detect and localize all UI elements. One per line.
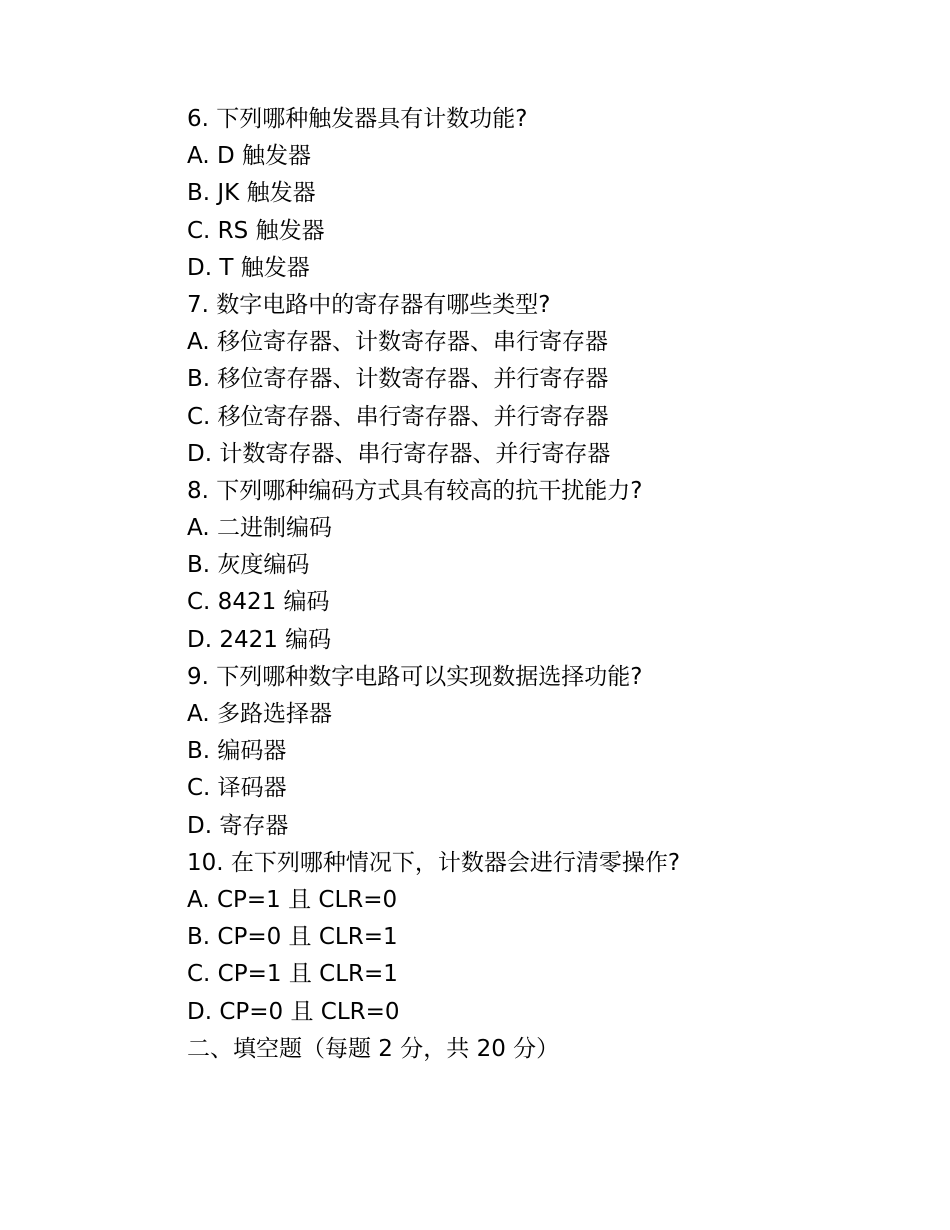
question-9-option-b: B. 编码器 xyxy=(187,738,287,765)
question-6-option-a: A. D 触发器 xyxy=(187,143,311,170)
question-9-option-d: D. 寄存器 xyxy=(187,812,289,839)
question-8-option-b: B. 灰度编码 xyxy=(187,552,310,579)
question-9-option-a: A. 多路选择器 xyxy=(187,701,332,727)
question-10-option-b: B. CP=0 且 CLR=1 xyxy=(187,924,398,951)
question-8-option-d: D. 2421 编码 xyxy=(187,626,332,653)
question-6-prompt: 6. 下列哪种触发器具有计数功能? xyxy=(187,106,528,132)
question-6-option-c: C. RS 触发器 xyxy=(187,217,325,244)
question-9-option-c: C. 译码器 xyxy=(187,775,287,802)
question-7-option-b: B. 移位寄存器、计数寄存器、并行寄存器 xyxy=(187,366,609,393)
question-7-option-a: A. 移位寄存器、计数寄存器、串行寄存器 xyxy=(187,329,608,356)
question-10-option-d: D. CP=0 且 CLR=0 xyxy=(187,998,400,1025)
question-8-option-a: A. 二进制编码 xyxy=(187,515,332,542)
question-7-prompt: 7. 数字电路中的寄存器有哪些类型? xyxy=(187,291,551,318)
question-9-prompt: 9. 下列哪种数字电路可以实现数据选择功能? xyxy=(187,663,643,690)
question-10-option-c: C. CP=1 且 CLR=1 xyxy=(187,961,398,988)
section-heading: 二、填空题（每题 2 分，共 20 分） xyxy=(187,1035,560,1062)
question-6-option-b: B. JK 触发器 xyxy=(187,180,316,207)
question-10-prompt: 10. 在下列哪种情况下，计数器会进行清零操作? xyxy=(187,849,681,876)
question-6-option-d: D. T 触发器 xyxy=(187,254,310,281)
question-7-option-c: C. 移位寄存器、串行寄存器、并行寄存器 xyxy=(187,403,609,430)
question-8-option-c: C. 8421 编码 xyxy=(187,589,330,616)
question-8-prompt: 8. 下列哪种编码方式具有较高的抗干扰能力? xyxy=(187,477,643,504)
question-7-option-d: D. 计数寄存器、串行寄存器、并行寄存器 xyxy=(187,440,611,467)
question-list xyxy=(187,101,867,1068)
question-10-option-a: A. CP=1 且 CLR=0 xyxy=(187,886,398,913)
